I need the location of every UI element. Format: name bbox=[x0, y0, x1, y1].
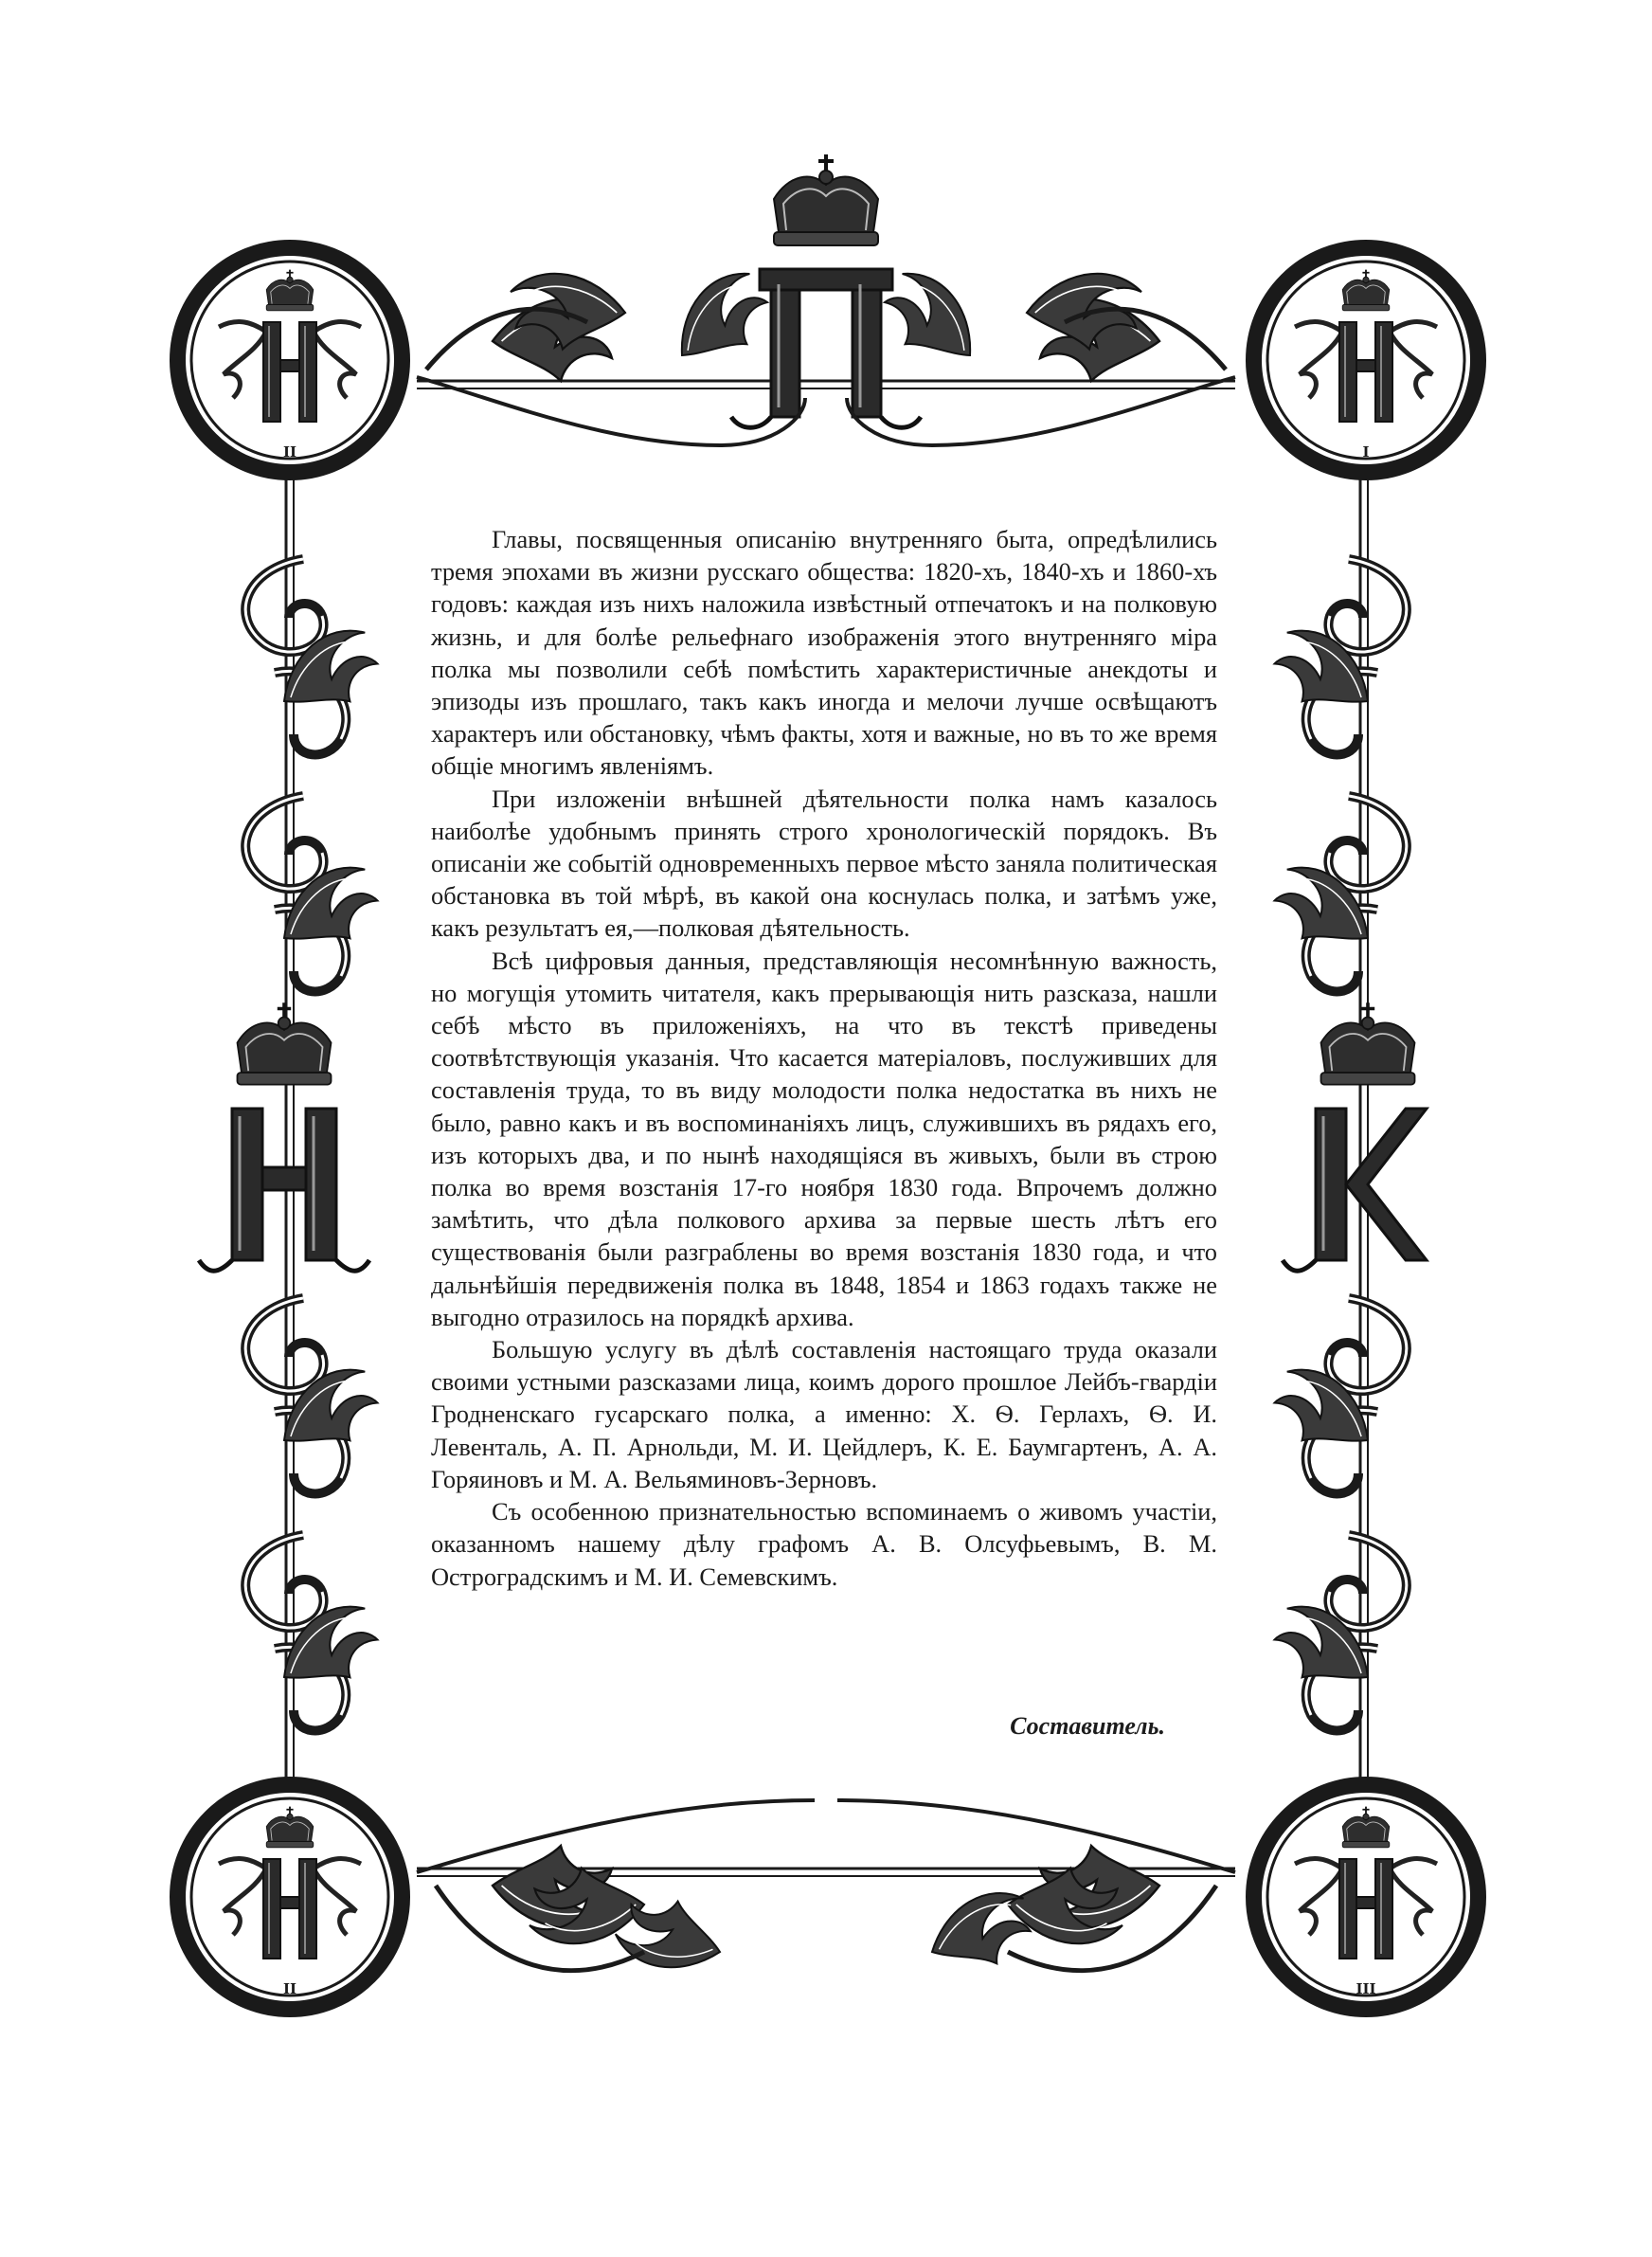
signature: Составитель. bbox=[1010, 1712, 1165, 1740]
scroll-column-right-upper bbox=[1261, 559, 1407, 991]
paragraph: При изложенiи внѣшней дѣятельности полка намъ казалось наиболѣе удобнымъ принять строго хронологическiй порядокъ. Въ описанiи же событiй одновременныхъ первое мѣсто заняла политическая обстановка въ той мѣрѣ, въ какой она коснулась полка, и затѣмъ уже, какъ результатъ ея,—полковая дѣятельность. bbox=[431, 784, 1217, 943]
paragraph: Съ особенною признательностью вспоминаемъ о живомъ участiи, оказанномъ нашему дѣлу графомъ А. В. Олсуфьевымъ, В. М. Остроградскимъ и М. И. Семевскимъ. bbox=[431, 1497, 1217, 1591]
paragraph: Большую услугу въ дѣлѣ составленiя настоящаго труда оказали своими устными разсказами лица, коимъ дорого прошлое Лейбъ-гвардiи Гродненскаго гусарскаго полка, а именно: Х. Ѳ. Герлахъ, Ѳ. И. Левенталь, А. П. Арнольди, М. И. Цейдлеръ, К. Е. Баумгартенъ, А. А. Горяиновъ и М. А. Вельяминовъ-Зерновъ. bbox=[431, 1335, 1217, 1493]
crown-icon-left bbox=[238, 1002, 332, 1084]
monogram-right bbox=[1283, 1109, 1427, 1271]
scroll-column-left-lower bbox=[245, 1298, 391, 1730]
medallion-numeral-top-left: II bbox=[282, 443, 297, 460]
acanthus-scroll-icon-bottom-right bbox=[837, 1800, 1235, 1983]
crown-icon-top bbox=[774, 154, 878, 245]
paragraph: Главы, посвященныя описанiю внутренняго быта, опредѣлились тремя эпохами въ жизни русскаго общества: 1820-хъ, 1840-хъ и 1860-хъ годовъ: каждая изъ нихъ наложила извѣстный отпечатокъ и на полковую жизнь, и для болѣе рельефнаго изображенiя этого внутренняго мiра полка мы позволили себѣ помѣстить характеристичные анекдоты и эпизоды изъ прошлаго, такъ какъ иногда и мелочи лучше освѣщаютъ характеръ или обстановку, чѣмъ факты, хотя и важные, но въ то же время общiе многимъ явленiямъ. bbox=[431, 525, 1217, 781]
medallion-numeral-bottom-left: II bbox=[282, 1980, 297, 1997]
scroll-column-right-lower bbox=[1261, 1298, 1407, 1730]
monogram-top bbox=[731, 269, 921, 427]
monogram-left bbox=[199, 1109, 369, 1271]
acanthus-scroll-icon-top-right bbox=[847, 262, 1235, 445]
preface-text bbox=[431, 523, 1217, 1593]
medallion-numeral-bottom-right: III bbox=[1356, 1980, 1376, 1997]
paragraph: Всѣ цифровыя данныя, представляющiя несомнѣнную важность, но могущiя утомить читателя, какъ прерывающiя нить разсказа, нашли себѣ мѣсто въ приложенiяхъ, на что въ текстѣ приведены соотвѣтствующiя указанiя. Что касается матерiаловъ, послуживших для составленiя труда, то въ виду молодости полка недостатка въ нихъ не было, равно какъ и въ воспоминанiяхъ лицъ, служившихъ въ рядахъ его, изъ которыхъ два, и по нынѣ находящiяся въ живыхъ, были въ строю полка во время возстанiя 17-го ноября 1830 года. Впрочемъ должно замѣтить, что дѣла полкового архива за первые шесть лѣтъ его существованiя были разграблены во время возстанiя 1830 года, и что дальнѣйшiя передвиженiя полка въ 1848, 1854 и 1863 годахъ также не выгодно отразилось на порядкѣ архива. bbox=[431, 946, 1217, 1331]
acanthus-scroll-icon-top-left bbox=[417, 262, 805, 445]
medallion-numeral-top-right: I bbox=[1362, 443, 1370, 460]
scroll-column-left-upper bbox=[245, 559, 391, 991]
crown-icon-right bbox=[1321, 1002, 1415, 1084]
acanthus-scroll-icon-bottom-left bbox=[417, 1800, 815, 1985]
